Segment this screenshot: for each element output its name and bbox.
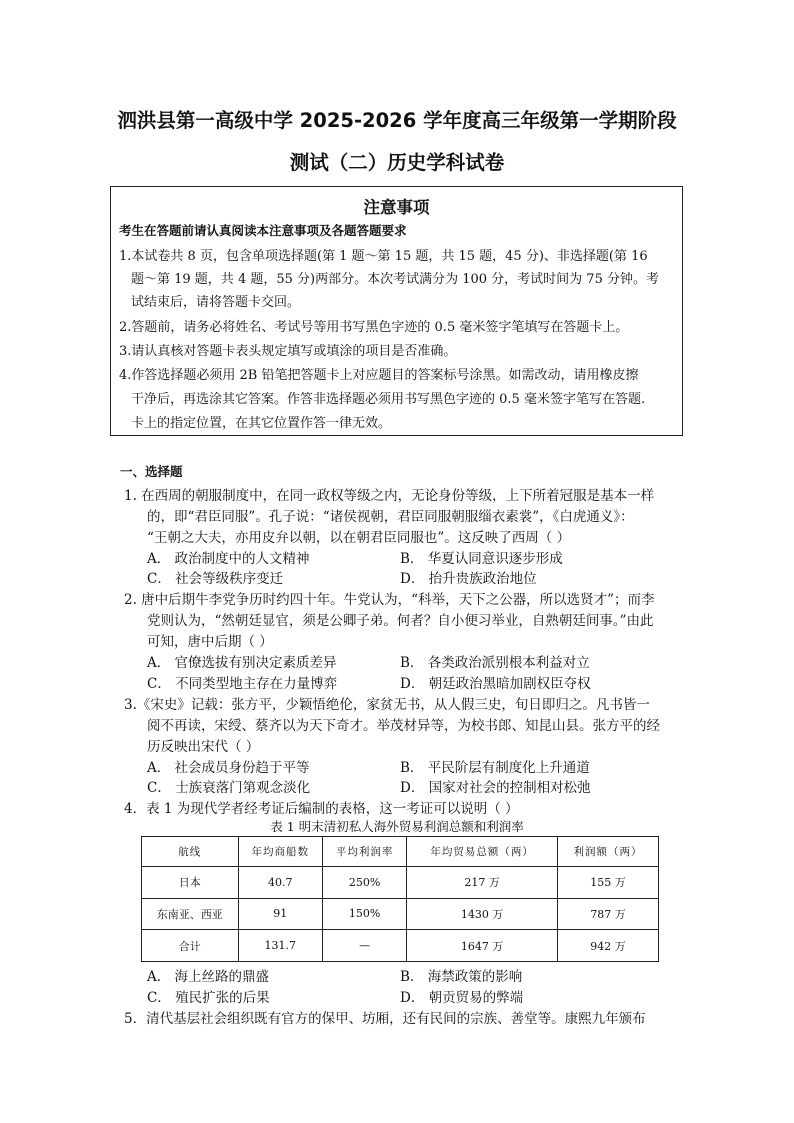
question-5-stem: 5．清代基层社会组织既有官方的保甲、坊厢，还有民间的宗族、善堂等。康熙九年颁布 [124, 1011, 646, 1027]
table-row [142, 898, 659, 930]
trade-profit-table [141, 836, 659, 962]
notice-line: 试结束后，请将答题卡交回。 [131, 295, 301, 310]
question-2-option-b: B． 各类政治派别根本利益对立 [400, 655, 590, 671]
question-1-stem: 1. 在西周的朝服制度中，在同一政权等级之内，无论身份等级，上下所着冠服是基本一样 [124, 488, 655, 504]
table-cell: 1647 万 [407, 930, 558, 962]
question-4-option-b: B． 海禁政策的影响 [400, 969, 523, 985]
table-header-cell: 平均利润率 [322, 837, 406, 867]
question-3-option-b: B． 平民阶层有制度化上升通道 [400, 760, 590, 776]
table-cell: 40.7 [238, 866, 322, 898]
exam-title-line-2: 测试（二）历史学科试卷 [289, 151, 505, 174]
question-1-stem: 的，即“君臣同服”。孔子说：“诸侯视朝，君臣同服朝服缁衣素裳”，《白虎通义》： [147, 509, 634, 525]
question-1-option-b: B． 华夏认同意识逐步形成 [400, 551, 563, 567]
notice-line: 干净后，再选涂其它答案。作答非选择题必须用书写黑色字迹的 0.5 毫米签字笔写在答题. [131, 392, 646, 407]
notice-line: 1.本试卷共 8 页，包含单项选择题(第 1 题～第 15 题，共 15 题，45 分)、非选择题(第 16 [119, 249, 648, 264]
notice-line: 题～第 19 题，共 4 题，55 分)两部分。本次考试满分为 100 分，考试时间为 75 分钟。考 [131, 272, 659, 287]
question-1-option-d: D． 抬升贵族政治地位 [400, 571, 537, 587]
question-1-option-c: C． 社会等级秩序变迁 [147, 571, 284, 587]
question-4-option-d: D． 朝贡贸易的弊端 [400, 990, 524, 1006]
table-cell: 787 万 [558, 898, 659, 930]
question-3-option-c: C． 士族衰落门第观念淡化 [147, 780, 311, 796]
question-2-stem: 2. 唐中后期牛李党争历时约四十年。牛党认为，“科举，天下之公器，所以选贤才”；而李 [124, 592, 655, 608]
table-cell: 942 万 [558, 930, 659, 962]
notice-line: 3.请认真核对答题卡表头规定填写或填涂的项目是否准确。 [119, 344, 457, 359]
question-3-stem: 阅不再读，宋绶、蔡齐以为天下奇才。举茂材异等，为校书郎、知昆山县。张方平的经 [147, 718, 660, 734]
table-cell: 250% [322, 866, 406, 898]
question-2-stem: 党则认为，“然朝廷显官，须是公卿子弟。何者？自小便习举业，自熟朝廷间事。”由此 [147, 613, 654, 629]
question-3-option-d: D． 国家对社会的控制相对松弛 [400, 780, 591, 796]
table-row [142, 930, 659, 962]
notice-subheading: 考生在答题前请认真阅读本注意事项及各题答题要求 [119, 223, 407, 238]
notice-line: 2.答题前，请务必将姓名、考试号等用书写黑色字迹的 0.5 毫米签字笔填写在答题卡上。 [119, 320, 629, 335]
table-header-row [142, 837, 659, 867]
notice-line: 4.作答选择题必须用 2B 铅笔把答题卡上对应题目的答案标号涂黑。如需改动，请用橡皮擦 [119, 368, 639, 383]
section-heading: 一、选择题 [120, 464, 183, 479]
question-3-option-a: A． 社会成员身份趋于平等 [147, 760, 310, 776]
question-2-option-d: D． 朝廷政治黑暗加剧权臣夺权 [400, 676, 591, 692]
question-4-option-a: A． 海上丝路的鼎盛 [147, 969, 270, 985]
question-3-stem: 3.《宋史》记载：张方平，少颖悟绝伦，家贫无书，从人假三史，旬日即归之。凡书皆一 [124, 697, 650, 713]
notice-heading: 注意事项 [363, 198, 430, 217]
table-header-cell: 航线 [142, 837, 239, 867]
question-2-option-a: A． 官僚选拔有别决定素质差异 [147, 655, 337, 671]
table-cell: 91 [238, 898, 322, 930]
question-3-stem: 历反映出宋代（ ） [147, 739, 260, 755]
table-row [142, 866, 659, 898]
question-1-stem: “王朝之大夫，亦用皮弁以朝，以在朝君臣同服也”。这反映了西周（ ） [147, 530, 571, 546]
table-cell: 155 万 [558, 866, 659, 898]
question-4-stem: 4．表 1 为现代学者经考证后编制的表格，这一考证可以说明（ ） [124, 801, 519, 817]
table-cell: 131.7 [238, 930, 322, 962]
table-cell: 217 万 [407, 866, 558, 898]
question-2-option-c: C． 不同类型地主存在力量博弈 [147, 676, 338, 692]
table-header-cell: 利润额（两） [558, 837, 659, 867]
exam-title-line-1: 泗洪县第一高级中学 2025-2026 学年度高三年级第一学期阶段 [117, 109, 677, 132]
question-1-option-a: A． 政治制度中的人文精神 [147, 551, 310, 567]
question-4-option-c: C． 殖民扩张的后果 [147, 990, 270, 1006]
table-cell: 150% [322, 898, 406, 930]
question-2-stem: 可知，唐中后期（ ） [147, 634, 273, 650]
notice-line: 卡上的指定位置，在其它位置作答一律无效。 [131, 416, 392, 431]
table-cell: 1430 万 [407, 898, 558, 930]
table-cell: — [322, 930, 406, 962]
notice-box [110, 186, 683, 436]
table-cell: 合计 [142, 930, 239, 962]
table-header-cell: 年均贸易总额（两） [407, 837, 558, 867]
table-caption: 表 1 明末清初私人海外贸易利润总额和利润率 [270, 819, 524, 834]
table-cell: 日本 [142, 866, 239, 898]
table-header-cell: 年均商船数 [238, 837, 322, 867]
table-cell: 东南亚、西亚 [142, 898, 239, 930]
